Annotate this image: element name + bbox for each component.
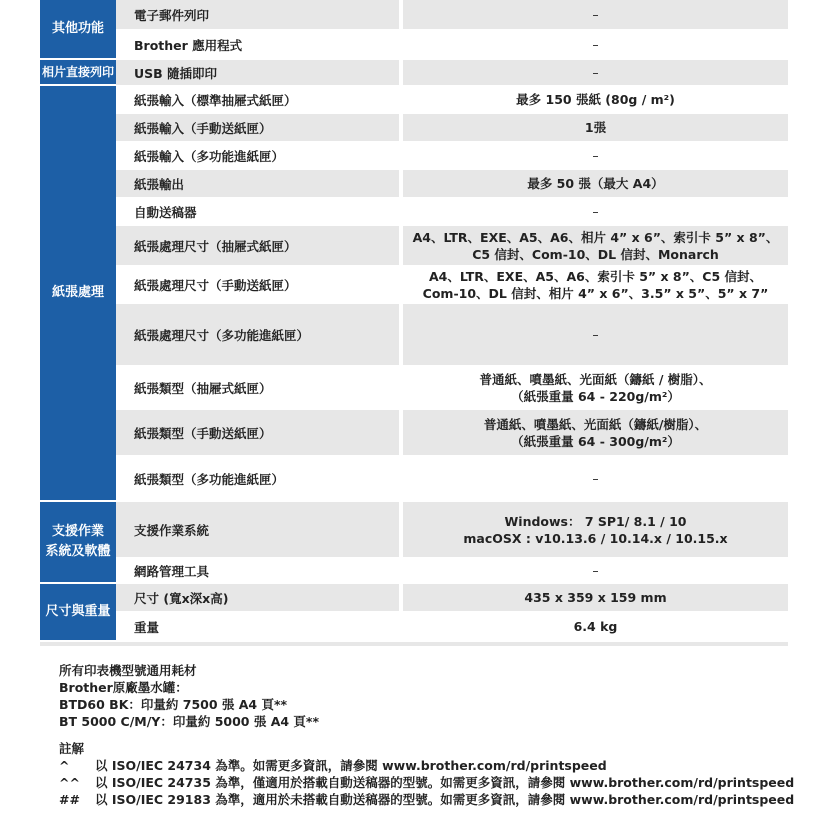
note-text: 以 ISO/IEC 29183 為準，適用於未搭載自動送稿器的型號。如需更多資訊，請參閱 www.brother.com/rd/printspeed — [95, 792, 795, 807]
consumables-section — [59, 662, 799, 730]
ink-line: BTD60 BK：印量約 7500 張 A4 頁** — [59, 697, 288, 712]
row-label: 紙張處理尺寸（手動送紙匣） — [134, 277, 297, 293]
row-value: – — [592, 37, 599, 52]
row-value: A4、LTR、EXE、A5、A6、相片 4” x 6”、索引卡 5” x 8”、 C5 信封、Com-10、DL 信封、Monarch — [412, 229, 779, 262]
row-label: 支援作業系統 — [134, 522, 210, 538]
row-label: 紙張類型（抽屜式紙匣） — [134, 380, 272, 396]
table-row — [116, 558, 788, 584]
row-label: 自動送稿器 — [134, 204, 197, 220]
table-row — [116, 114, 788, 142]
row-value: – — [592, 148, 599, 163]
table-row — [116, 226, 788, 266]
category-label: 其他功能 — [40, 0, 116, 60]
row-value: 6.4 kg — [573, 619, 618, 634]
table-row — [116, 30, 788, 60]
row-label: 電子郵件列印 — [134, 7, 210, 23]
table-row — [116, 456, 788, 502]
row-label: 紙張輸入（多功能進紙匣） — [134, 148, 285, 164]
table-row — [116, 0, 788, 30]
row-label: 網路管理工具 — [134, 563, 210, 579]
row-value: – — [592, 204, 599, 219]
row-value: A4、LTR、EXE、A5、A6、索引卡 5” x 8”、C5 信封、 Com-10、DL 信封、相片 4” x 6”、3.5” x 5”、5” x 7” — [422, 268, 769, 301]
row-value: – — [592, 471, 599, 486]
ink-line: BT 5000 C/M/Y：印量約 5000 張 A4 頁** — [59, 714, 319, 729]
table-row — [116, 410, 788, 456]
table-row — [116, 612, 788, 642]
row-value: – — [592, 65, 599, 80]
category-label: 支援作業 系統及軟體 — [40, 502, 116, 584]
row-value: 435 x 359 x 159 mm — [524, 590, 667, 605]
note-item — [59, 791, 819, 808]
row-label: 紙張類型（手動送紙匣） — [134, 425, 272, 441]
note-symbol: ^^ — [59, 775, 80, 790]
group-os-software — [40, 502, 788, 584]
row-label: 紙張處理尺寸（抽屜式紙匣） — [134, 238, 297, 254]
row-value: – — [592, 563, 599, 578]
row-value: 1張 — [584, 120, 607, 135]
row-value: 最多 50 張（最大 A4） — [527, 176, 664, 191]
table-row — [116, 170, 788, 198]
spec-table — [40, 0, 788, 646]
notes-title: 註解 — [59, 741, 85, 756]
category-label: 尺寸與重量 — [40, 584, 116, 642]
row-label: 紙張輸出 — [134, 176, 185, 192]
row-label: USB 隨插即印 — [134, 65, 218, 81]
row-label: 尺寸 (寬x深x高) — [134, 590, 229, 606]
table-bottom-rule — [40, 642, 788, 646]
row-value: – — [592, 7, 599, 22]
category-label: 相片直接列印 — [40, 60, 116, 86]
row-value: 最多 150 張紙 (80g / m²) — [516, 92, 675, 107]
table-row — [116, 502, 788, 558]
row-label: 紙張輸入（手動送紙匣） — [134, 120, 272, 136]
row-label: 紙張類型（多功能進紙匣） — [134, 471, 285, 487]
note-item — [59, 757, 819, 774]
table-row — [116, 198, 788, 226]
table-row — [116, 86, 788, 114]
group-size-weight — [40, 584, 788, 642]
consumables-heading: 所有印表機型號通用耗材 — [59, 663, 197, 678]
group-other-functions — [40, 0, 788, 60]
table-row — [116, 584, 788, 612]
note-text: 以 ISO/IEC 24734 為準。如需更多資訊，請參閱 www.brother.com/rd/printspeed — [95, 758, 607, 773]
table-row — [116, 366, 788, 410]
category-label: 紙張處理 — [40, 86, 116, 502]
group-photo-print — [40, 60, 788, 86]
notes-section — [59, 740, 819, 808]
row-value: 普通紙、噴墨紙、光面紙（鑄紙 / 樹脂）、 （紙張重量 64 - 220g/m²） — [479, 371, 712, 404]
table-row — [116, 304, 788, 366]
row-label: 紙張處理尺寸（多功能進紙匣） — [134, 327, 310, 343]
row-value: Windows： 7 SP1/ 8.1 / 10 macOSX : v10.13.6 / 10.14.x / 10.15.x — [463, 513, 728, 546]
table-row — [116, 60, 788, 86]
row-value: – — [592, 327, 599, 342]
note-text: 以 ISO/IEC 24735 為準，僅適用於搭載自動送稿器的型號。如需更多資訊，請參閱 www.brother.com/rd/printspeed — [95, 775, 795, 790]
table-row — [116, 142, 788, 170]
note-symbol: ## — [59, 792, 80, 807]
note-item — [59, 774, 819, 791]
table-row — [116, 266, 788, 304]
row-label: Brother 應用程式 — [134, 37, 243, 53]
row-value: 普通紙、噴墨紙、光面紙（鑄紙/樹脂）、 （紙張重量 64 - 300g/m²） — [483, 416, 708, 449]
note-symbol: ^ — [59, 758, 70, 773]
row-label: 重量 — [134, 619, 160, 635]
ink-title: Brother原廠墨水罐： — [59, 680, 188, 695]
row-label: 紙張輸入（標準抽屜式紙匣） — [134, 92, 297, 108]
group-paper-handling — [40, 86, 788, 502]
